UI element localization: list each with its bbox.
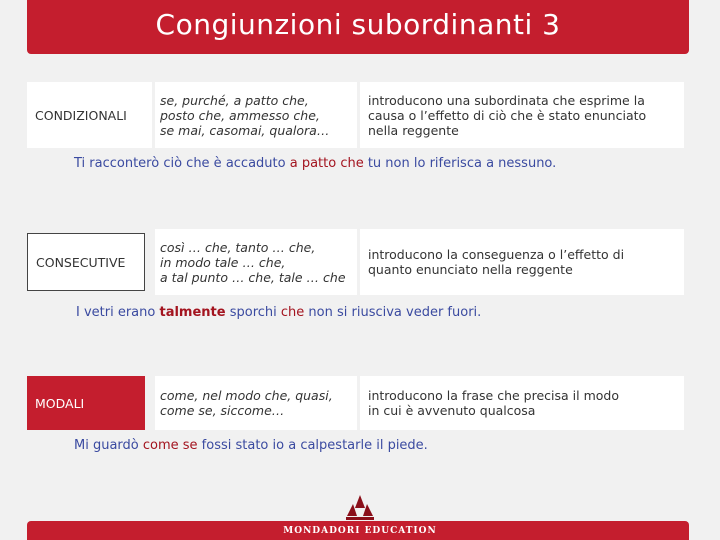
description-text: introducono la conseguenza o l’effetto di quanto enunciato nella reggente [368, 247, 625, 277]
conjunctions-text: così … che, tanto … che, in modo tale … che, a tal punto … che, tale … che [160, 239, 346, 285]
table-row-consecutive [27, 229, 684, 295]
example-highlight: a patto che [289, 156, 364, 171]
conjunctions-text: se, purché, a patto che, posto che, ammesso che, se mai, casomai, qualora… [160, 92, 330, 138]
example-sentence [76, 305, 481, 320]
conjunctions-cell [155, 82, 357, 148]
table-row-modali [27, 376, 684, 430]
example-highlight: talmente [159, 305, 226, 320]
brand-name: MONDADORI EDUCATION [283, 526, 437, 536]
brand-logo [0, 494, 720, 522]
example-text: I vetri erano [76, 305, 160, 320]
category-label: CONSECUTIVE [27, 233, 145, 291]
example-sentence [74, 156, 556, 171]
example-highlight: che [280, 305, 305, 320]
description-cell [360, 82, 684, 148]
conjunctions-cell [155, 229, 357, 295]
example-text: Ti racconterò ciò che è accaduto [74, 156, 290, 171]
example-text: Mi guardò [74, 438, 143, 453]
category-label: MODALI [27, 376, 145, 430]
page-title: Congiunzioni subordinanti 3 [155, 8, 561, 41]
description-cell [360, 229, 684, 295]
example-text: tu non lo riferisca a nessuno. [363, 156, 557, 171]
description-text: introducono la frase che precisa il modo in cui è avvenuto qualcosa [368, 388, 619, 418]
description-text: introducono una subordinata che esprime la causa o l’effetto di ciò che è stato enunciato nella reggente [368, 92, 647, 138]
category-label: CONDIZIONALI [27, 82, 152, 148]
conjunctions-text: come, nel modo che, quasi, come se, siccome… [160, 388, 333, 418]
example-sentence [74, 438, 428, 453]
example-text: fossi stato io a calpestarle il piede. [197, 438, 428, 453]
title-bar [27, 0, 689, 54]
mondadori-rose-logo-icon [343, 494, 377, 522]
conjunctions-cell [155, 376, 357, 430]
example-text: non si riusciva veder fuori. [304, 305, 482, 320]
example-highlight: come se [142, 438, 198, 453]
description-cell [360, 376, 684, 430]
table-row-condizionali [27, 82, 684, 148]
example-text: sporchi [225, 305, 281, 320]
